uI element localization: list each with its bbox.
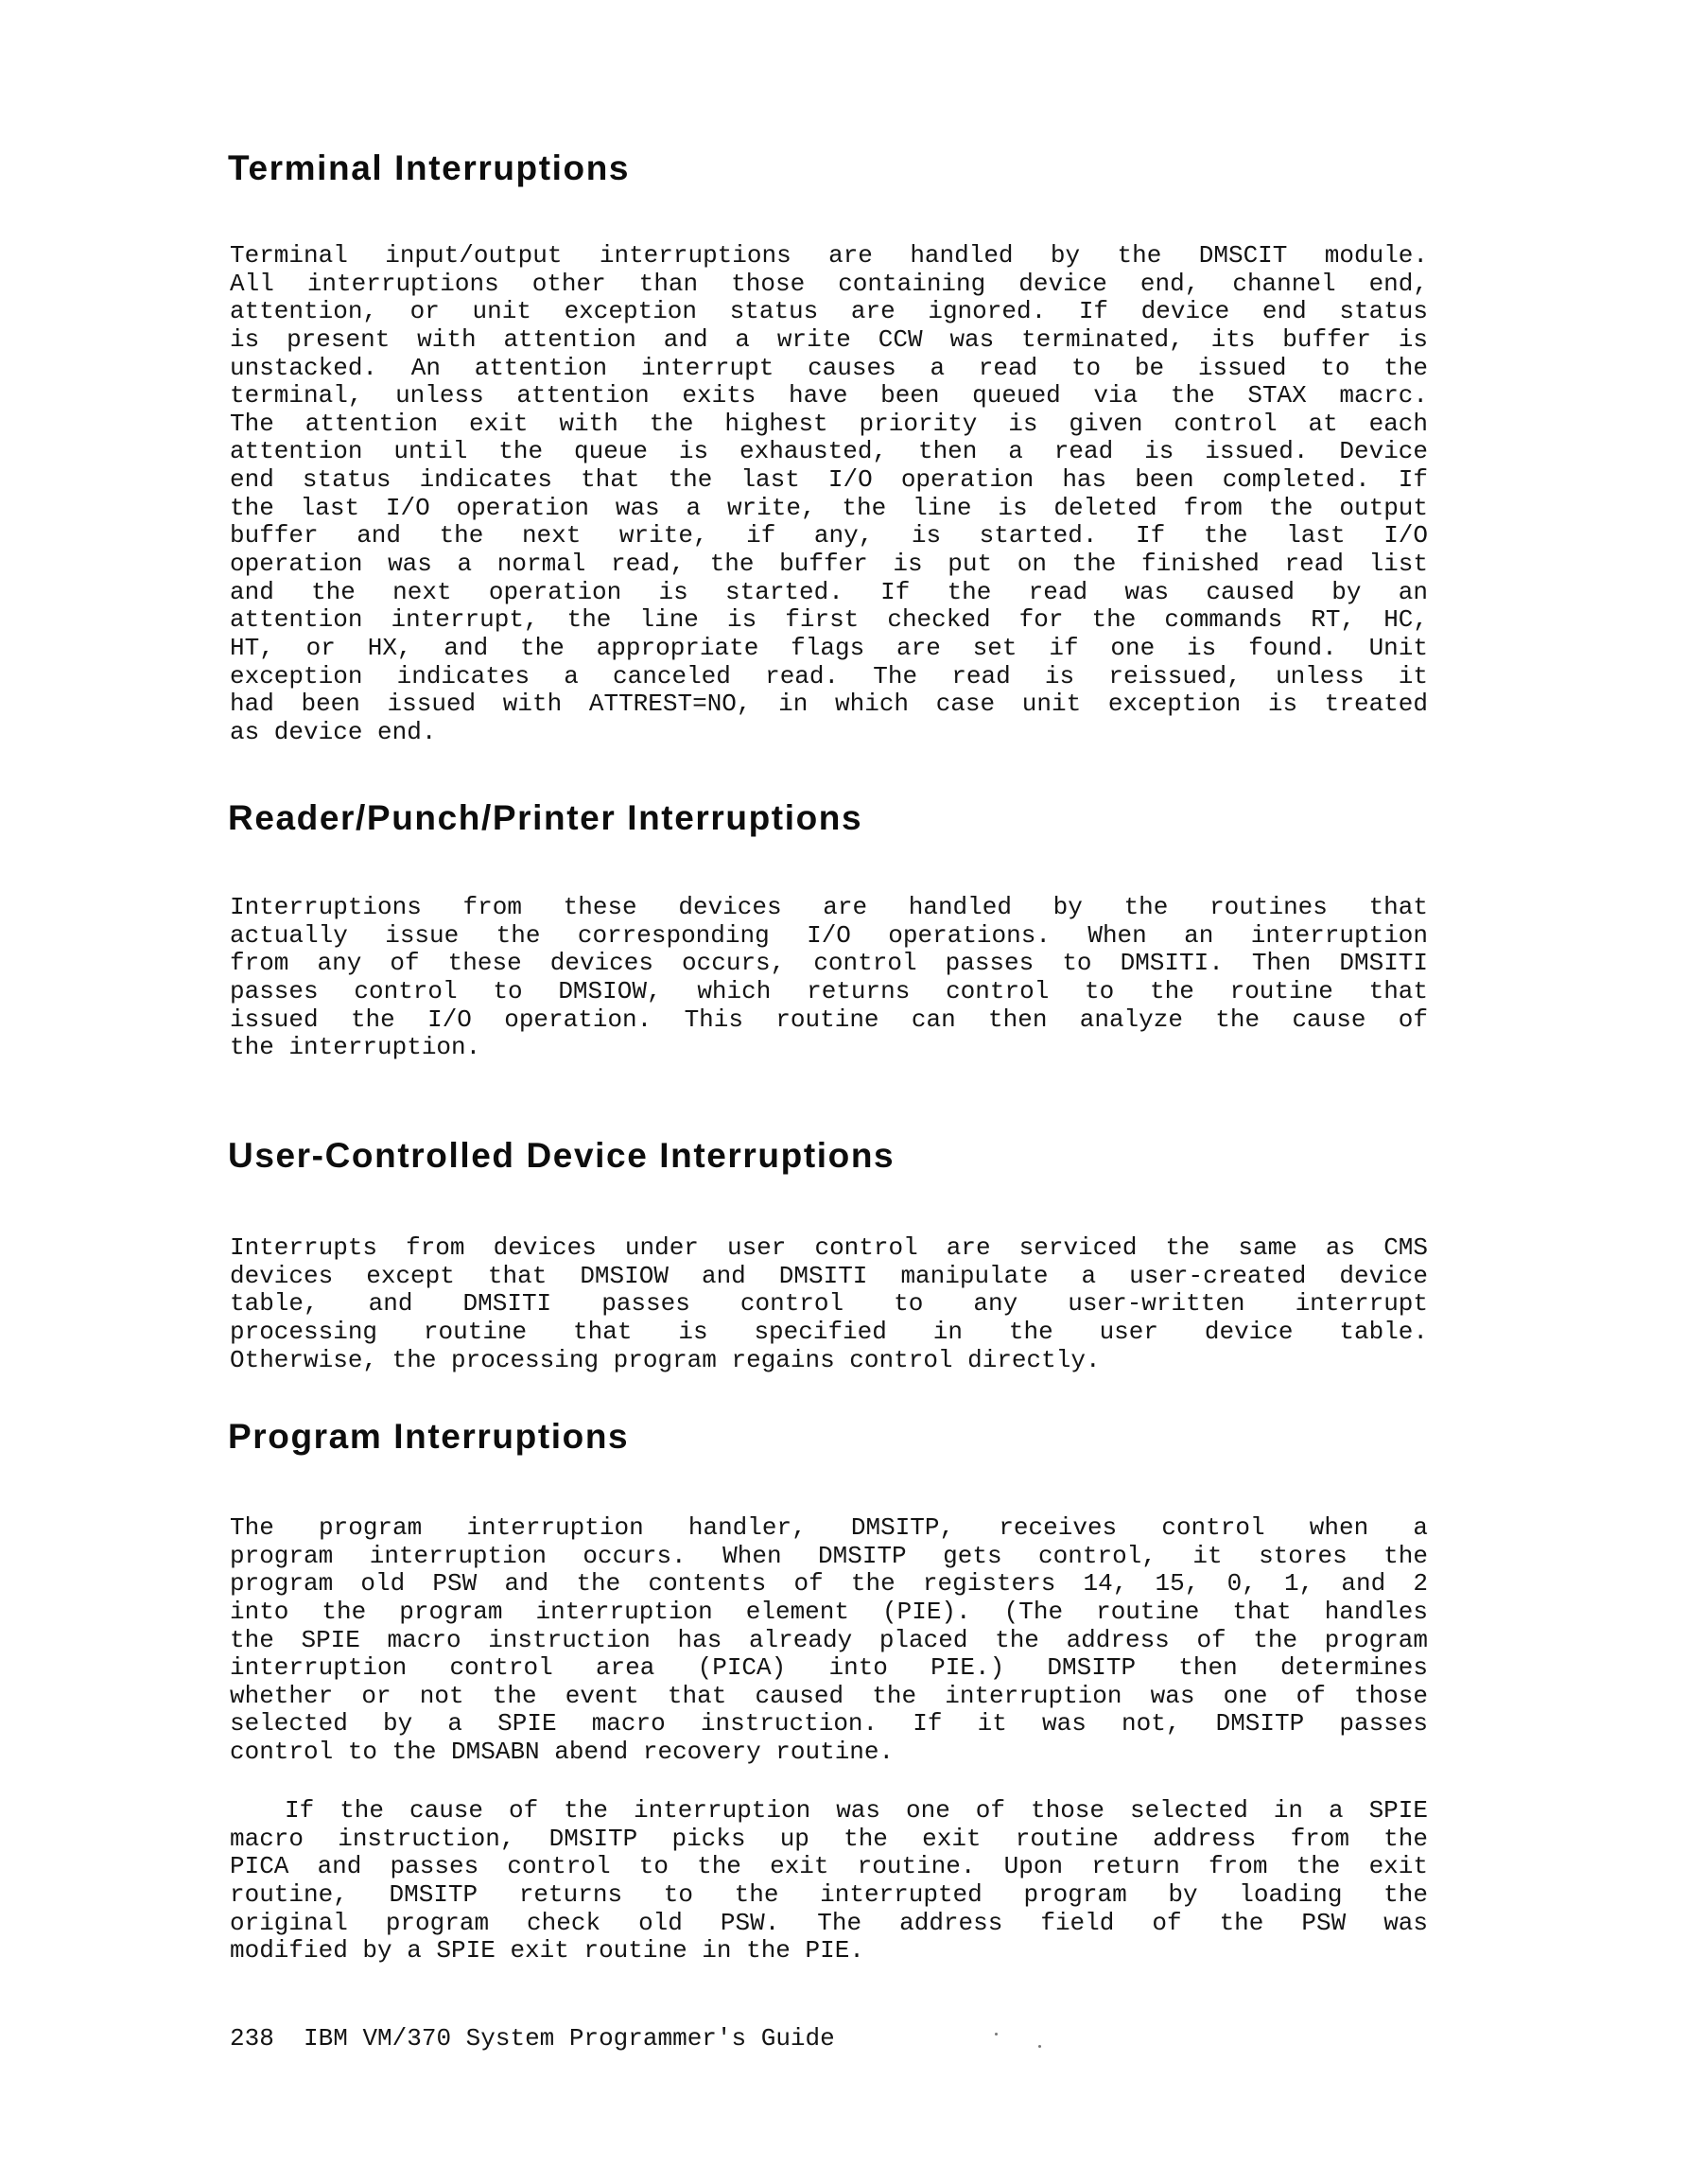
text-line: the interruption. [230,1034,481,1062]
text-line: buffer and the next write, if any, is started. If the last I/O [230,522,1428,550]
text-line: had been issued with ATTREST=NO, in which case unit exception is treated [230,690,1428,719]
page-footer [230,2024,835,2053]
paragraph-program-interruptions-1 [230,1514,1428,1767]
text-line: the SPIE macro instruction has already placed the address of the program [230,1626,1428,1654]
text-line: macro instruction, DMSITP picks up the exit routine address from the [230,1825,1428,1853]
text-line: The attention exit with the highest priority is given control at each [230,410,1428,438]
text-line: selected by a SPIE macro instruction. If it was not, DMSITP passes [230,1710,1428,1738]
text-line: The program interruption handler, DMSITP, receives control when a [230,1514,1428,1542]
text-line: operation was a normal read, the buffer is put on the finished read list [230,550,1428,579]
text-line: exception indicates a canceled read. The read is reissued, unless it [230,662,1428,690]
text-line: terminal, unless attention exits have been queued via the STAX macrc. [230,382,1428,411]
text-line: Terminal input/output interruptions are handled by the DMSCIT module. [230,242,1428,270]
paragraph-user-controlled-device-interruptions [230,1234,1428,1374]
text-line: HT, or HX, and the appropriate flags are set if one is found. Unit [230,634,1428,662]
paragraph-program-interruptions-2 [230,1797,1428,1966]
section-heading-reader-punch-printer-interruptions: Reader/Punch/Printer Interruptions [228,798,863,837]
text-line: program old PSW and the contents of the registers 14, 15, 0, 1, and 2 [230,1570,1428,1599]
text-line: original program check old PSW. The address field of the PSW was [230,1909,1428,1937]
text-line: PICA and passes control to the exit routine. Upon return from the exit [230,1853,1428,1881]
text-line: whether or not the event that caused the interruption was one of those [230,1682,1428,1710]
text-line: attention, or unit exception status are ignored. If device end status [230,298,1428,326]
text-line: and the next operation is started. If the read was caused by an [230,578,1428,606]
text-line: the last I/O operation was a write, the line is deleted from the output [230,494,1428,522]
text-line: processing routine that is specified in the user device table. [230,1318,1428,1346]
scan-speck [995,2033,998,2035]
text-line: control to the DMSABN abend recovery routine. [230,1738,895,1767]
text-line: Interruptions from these devices are handled by the routines that [230,894,1428,921]
paragraph-terminal-interruptions [230,242,1428,747]
text-line: actually issue the corresponding I/O operations. When an interruption [230,921,1428,950]
text-line: attention until the queue is exhausted, then a read is issued. Device [230,438,1428,466]
text-line: as device end. [230,718,437,746]
text-line: attention interrupt, the line is first checked for the commands RT, HC, [230,606,1428,635]
text-line: Otherwise, the processing program regains control directly. [230,1346,1101,1374]
book-title: IBM VM/370 System Programmer's Guide [304,2024,835,2053]
text-line: All interruptions other than those containing device end, channel end, [230,270,1428,298]
text-line: is present with attention and a write CCW was terminated, its buffer is [230,325,1428,354]
text-line: interruption control area (PICA) into PIE.) DMSITP then determines [230,1654,1428,1683]
text-line: from any of these devices occurs, control passes to DMSITI. Then DMSITI [230,950,1428,978]
section-heading-user-controlled-device-interruptions: User-Controlled Device Interruptions [228,1136,896,1175]
text-line: issued the I/O operation. This routine can then analyze the cause of [230,1005,1428,1034]
paragraph-reader-punch-printer-interruptions [230,894,1428,1062]
text-line: modified by a SPIE exit routine in the PIE. [230,1937,864,1966]
text-line: end status indicates that the last I/O operation has been completed. If [230,466,1428,495]
text-line: unstacked. An attention interrupt causes a read to be issued to the [230,354,1428,382]
section-heading-terminal-interruptions: Terminal Interruptions [228,149,631,187]
text-line: into the program interruption element (PIE). (The routine that handles [230,1598,1428,1626]
text-line: If the cause of the interruption was one of those selected in a SPIE [285,1797,1428,1825]
text-line: routine, DMSITP returns to the interrupted program by loading the [230,1880,1428,1909]
section-heading-program-interruptions: Program Interruptions [228,1417,630,1456]
text-line: devices except that DMSIOW and DMSITI manipulate a user-created device [230,1262,1428,1290]
page-number: 238 [230,2024,274,2053]
text-line: passes control to DMSIOW, which returns control to the routine that [230,977,1428,1005]
text-line: table, and DMSITI passes control to any user-written interrupt [230,1290,1428,1319]
scan-speck [1038,2045,1041,2048]
text-line: Interrupts from devices under user control are serviced the same as CMS [230,1234,1428,1262]
text-line: program interruption occurs. When DMSITP gets control, it stores the [230,1542,1428,1570]
